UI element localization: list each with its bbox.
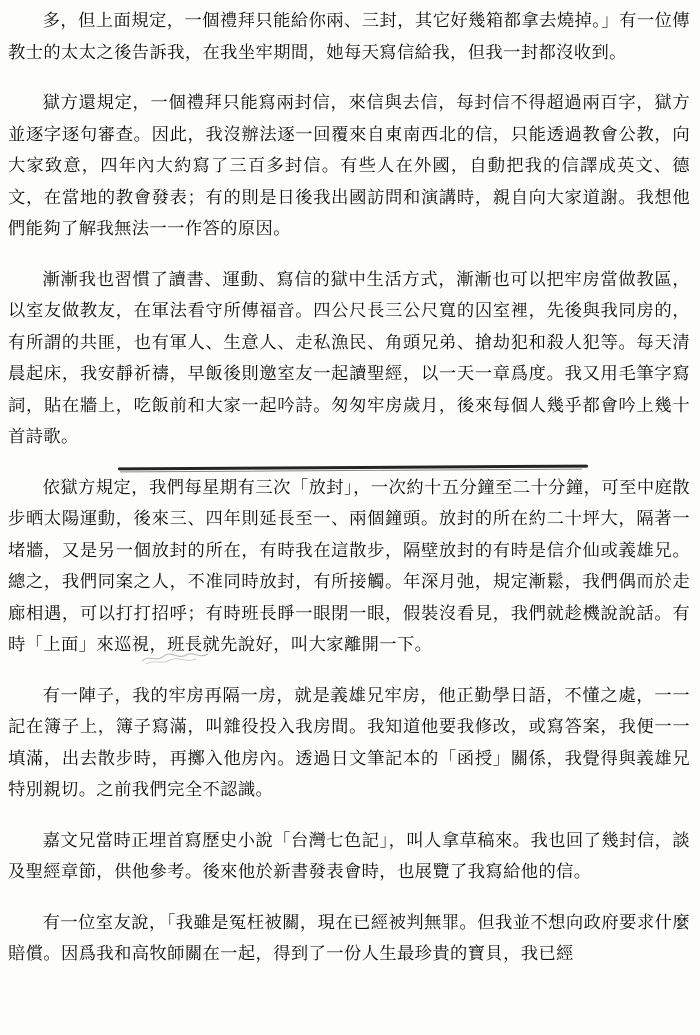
paragraph: 嘉文兄當時正埋首寫歷史小說「台灣七色記」，叫人拿草稿來。我也回了幾封信，談及聖經章節，供他參考。後來他於新書發表會時，也展覽了我寫給他的信。 <box>8 830 690 882</box>
paragraph: 獄方還規定，一個禮拜只能寫兩封信，來信與去信，每封信不得超過兩百字，獄方並逐字逐句審查。因此，我沒辦法逐一回覆來自東南西北的信，只能透過教會公教，向大家致意，四年內大約寫了三百多封信。有些人在外國，自動把我的信譯成英文、德文，在當地的教會發表；有的則是日後我出國訪問和演講時，親自向大家道謝。我想他們能夠了解我無法一一作答的原因。 <box>8 93 690 239</box>
pencil-scribble-mark <box>140 648 210 666</box>
paragraph: 有一位室友說，「我雖是冤枉被關，現在已經被判無罪。但我並不想向政府要求什麼賠償。因爲我和高牧師關在一起，得到了一份人生最珍貴的寶貝，我已經 <box>8 912 690 964</box>
paragraph: 依獄方規定，我們每星期有三次「放封」，一次約十五分鐘至二十分鐘，可至中庭散步晒太陽運動，後來三、四年則延長至一、兩個鐘頭。放封的所在約二十坪大，隔著一堵牆，又是另一個放封的所在，有時我在這散步，隔壁放封的有時是信介仙或義雄兄。總之，我們同案之人，不准同時放封，有所接觸。年深月弛，規定漸鬆，我們偶而於走廊相遇，可以打打招呼；有時班長睜一眼閉一眼，假裝沒看見，我們就趁機說說話。有時「上面」來巡視，班長就先說好，叫大家離開一下。 <box>8 477 690 655</box>
paragraph: 多，但上面規定，一個禮拜只能給你兩、三封，其它好幾箱都拿去燒掉。」有一位傳教士的太太之後告訴我，在我坐牢期間，她每天寫信給我，但我一封都沒收到。 <box>8 11 690 63</box>
paragraph: 漸漸我也習慣了讀書、運動、寫信的獄中生活方式，漸漸也可以把牢房當做教區，以室友做教友，在軍法看守所傳福音。四公尺長三公尺寬的囚室裡，先後與我同房的，有所謂的共匪，也有軍人、生意人、走私漁民、角頭兄弟、搶劫犯和殺人犯等。每天清晨起床，我安靜祈禱，早飯後則邀室友一起讀聖經，以一天一章爲度。我又用毛筆字寫詞，貼在牆上，吃飯前和大家一起吟詩。匆匆牢房歲月，後來每個人幾乎都會吟上幾十首詩歌。 <box>8 269 690 447</box>
paragraph: 有一陣子，我的牢房再隔一房，就是義雄兄牢房，他正勤學日語，不懂之處，一一記在簿子上，簿子寫滿，叫雜役投入我房間。我知道他要我修改，或寫答案，我便一一填滿，出去散步時，再擲入他房內。透過日文筆記本的「函授」關係，我覺得與義雄兄特別親切。之前我們完全不認識。 <box>8 685 690 800</box>
document-body <box>8 6 690 990</box>
